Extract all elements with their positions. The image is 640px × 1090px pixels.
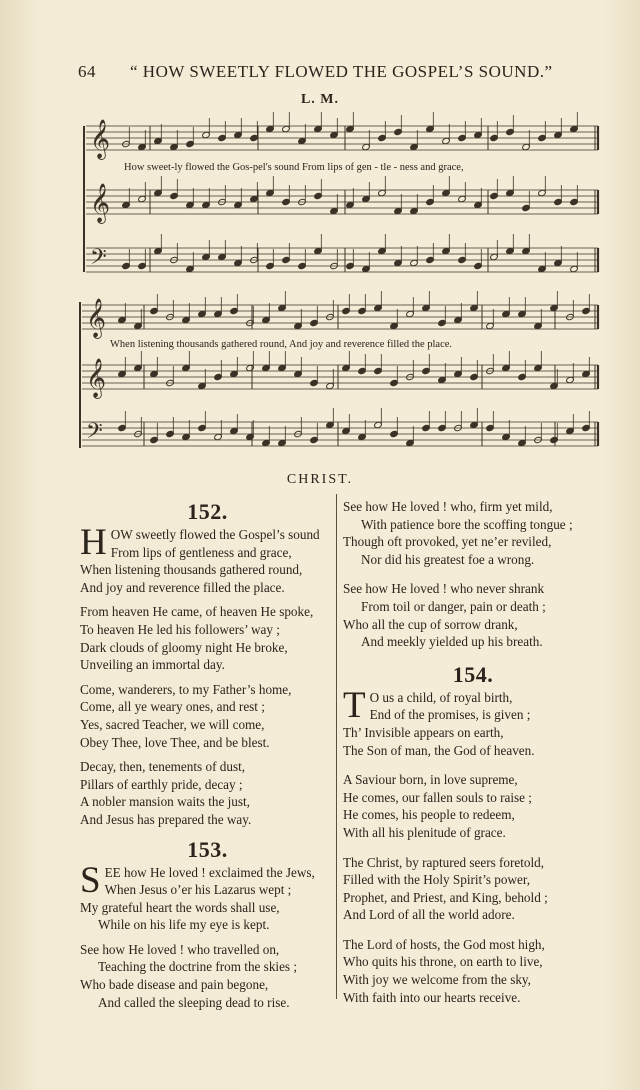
verse-line: OW sweetly flowed the Gospel’s sound xyxy=(110,527,320,542)
verse-line: From lips of gentleness and grace, xyxy=(110,544,292,560)
bass-clef: 𝄢 xyxy=(90,245,107,275)
hymn-152-stanza-3 xyxy=(80,681,335,751)
verse-line: Th’ Invisible appears on earth, xyxy=(343,724,504,740)
verse-line: Come, all ye weary ones, and rest ; xyxy=(80,699,265,715)
verse-line: A Saviour born, in love supreme, xyxy=(343,772,518,788)
right-column xyxy=(343,498,603,1013)
meter-label: L. M. xyxy=(300,92,340,107)
verse-line: Prophet, and Priest, and King, behold ; xyxy=(343,889,548,905)
verse-line: A nobler mansion waits the just, xyxy=(80,794,250,810)
hymn-154-stanza-4 xyxy=(343,936,603,1006)
verse-line: And Lord of all the world adore. xyxy=(343,907,515,923)
hymn-number-152: 152. xyxy=(187,499,228,524)
hymn-153-stanza-3 xyxy=(343,498,603,568)
verse-line: My grateful heart the words shall use, xyxy=(80,899,280,915)
verse-line: With faith into our hearts receive. xyxy=(343,989,521,1005)
verse-line: See how He loved ! who never shrank xyxy=(343,581,545,597)
verse-line: Decay, then, tenements of dust, xyxy=(80,759,246,775)
hymn-153-stanza-2 xyxy=(80,941,335,1011)
treble-clef: 𝄞 xyxy=(90,119,111,159)
verse-line: Nor did his greatest foe a wrong. xyxy=(361,551,535,567)
bass-clef: 𝄢 xyxy=(86,419,103,449)
verse-line: And meekly yielded up his breath. xyxy=(361,634,543,650)
verse-line: With all his plenitude of grace. xyxy=(343,824,506,840)
verse-line: From toil or danger, pain or death ; xyxy=(361,598,546,614)
drop-cap: T xyxy=(343,684,366,726)
verse-line: When Jesus o’er his Lazarus wept ; xyxy=(104,882,292,898)
lyrics-system-2: When listening thousands gathered round, And joy and reverence filled the place. xyxy=(110,339,453,350)
verse-line: And Jesus has prepared the way. xyxy=(80,811,252,827)
verse-line: Dark clouds of gloomy night He broke, xyxy=(80,639,288,655)
verse-line: With joy we welcome from the sky, xyxy=(343,972,531,988)
verse-line: He comes, his people to redeem, xyxy=(343,807,515,823)
verse-line: EE how He loved ! exclaimed the Jews, xyxy=(104,864,315,880)
treble-clef: 𝄞 xyxy=(90,183,111,223)
verse-line: The Christ, by raptured seers foretold, xyxy=(343,854,545,870)
page-number: 64 xyxy=(78,62,96,81)
verse-line: End of the promises, is given ; xyxy=(369,707,531,723)
verse-line: See how He loved ! who, firm yet mild, xyxy=(343,499,553,514)
hymn-154-stanza-3 xyxy=(343,854,603,924)
verse-line: He comes, our fallen souls to raise ; xyxy=(343,789,532,805)
hymn-153-stanza-1 xyxy=(80,859,335,934)
treble-clef: 𝄞 xyxy=(86,358,107,398)
verse-line: Pillars of earthly pride, decay ; xyxy=(80,776,243,792)
hymn-152-stanza-2 xyxy=(80,603,335,673)
hymn-153-stanza-4 xyxy=(343,580,603,650)
verse-line: Who quits his throne, on earth to live, xyxy=(343,954,543,970)
left-column xyxy=(80,498,335,1018)
verse-line: When listening thousands gathered round, xyxy=(80,562,303,578)
verse-line: O us a child, of royal birth, xyxy=(369,689,513,705)
verse-line: Come, wanderers, to my Father’s home, xyxy=(80,681,292,697)
verse-line: Obey Thee, love Thee, and be blest. xyxy=(80,734,270,750)
verse-line: Unveiling an immortal day. xyxy=(80,657,225,673)
verse-line: And called the sleeping dead to rise. xyxy=(98,994,290,1010)
verse-line: With patience bore the scoffing tongue ; xyxy=(361,516,573,532)
lyrics-system-1: How sweet-ly flowed the Gos-pel's sound From lips of gen - tle - ness and grace, xyxy=(124,162,464,173)
hymn-152-stanza-4 xyxy=(80,758,335,828)
column-divider xyxy=(336,494,337,999)
treble-clef: 𝄞 xyxy=(86,298,107,338)
verse-line: While on his life my eye is kept. xyxy=(98,917,270,933)
section-title: CHRIST. xyxy=(286,472,354,487)
drop-cap: H xyxy=(80,522,107,563)
drop-cap: S xyxy=(80,859,101,901)
verse-line: Filled with the Holy Spirit’s power, xyxy=(343,872,531,888)
music-score xyxy=(0,0,640,460)
hymn-154-stanza-1 xyxy=(343,684,603,759)
verse-line: See how He loved ! who travelled on, xyxy=(80,941,280,957)
hymn-number-154: 154. xyxy=(452,661,494,687)
page-title: “ HOW SWEETLY FLOWED THE GOSPEL’S SOUND.” xyxy=(130,62,553,81)
verse-line: The Lord of hosts, the God most high, xyxy=(343,936,545,952)
verse-line: Yes, sacred Teacher, we will come, xyxy=(80,716,265,732)
verse-line: Who all the cup of sorrow drank, xyxy=(343,616,518,632)
verse-line: Teaching the doctrine from the skies ; xyxy=(98,959,298,975)
verse-line: The Son of man, the God of heaven. xyxy=(343,742,535,758)
verse-line: From heaven He came, of heaven He spoke, xyxy=(80,604,314,620)
hymn-number-153: 153. xyxy=(187,836,228,862)
verse-line: To heaven He led his followers’ way ; xyxy=(80,621,280,637)
verse-line: Though oft provoked, yet ne’er reviled, xyxy=(343,534,552,550)
verse-line: And joy and reverence filled the place. xyxy=(80,579,285,595)
hymn-154-stanza-2 xyxy=(343,771,603,841)
hymn-152-stanza-1 xyxy=(80,522,335,596)
verse-line: Who bade disease and pain begone, xyxy=(80,977,269,993)
